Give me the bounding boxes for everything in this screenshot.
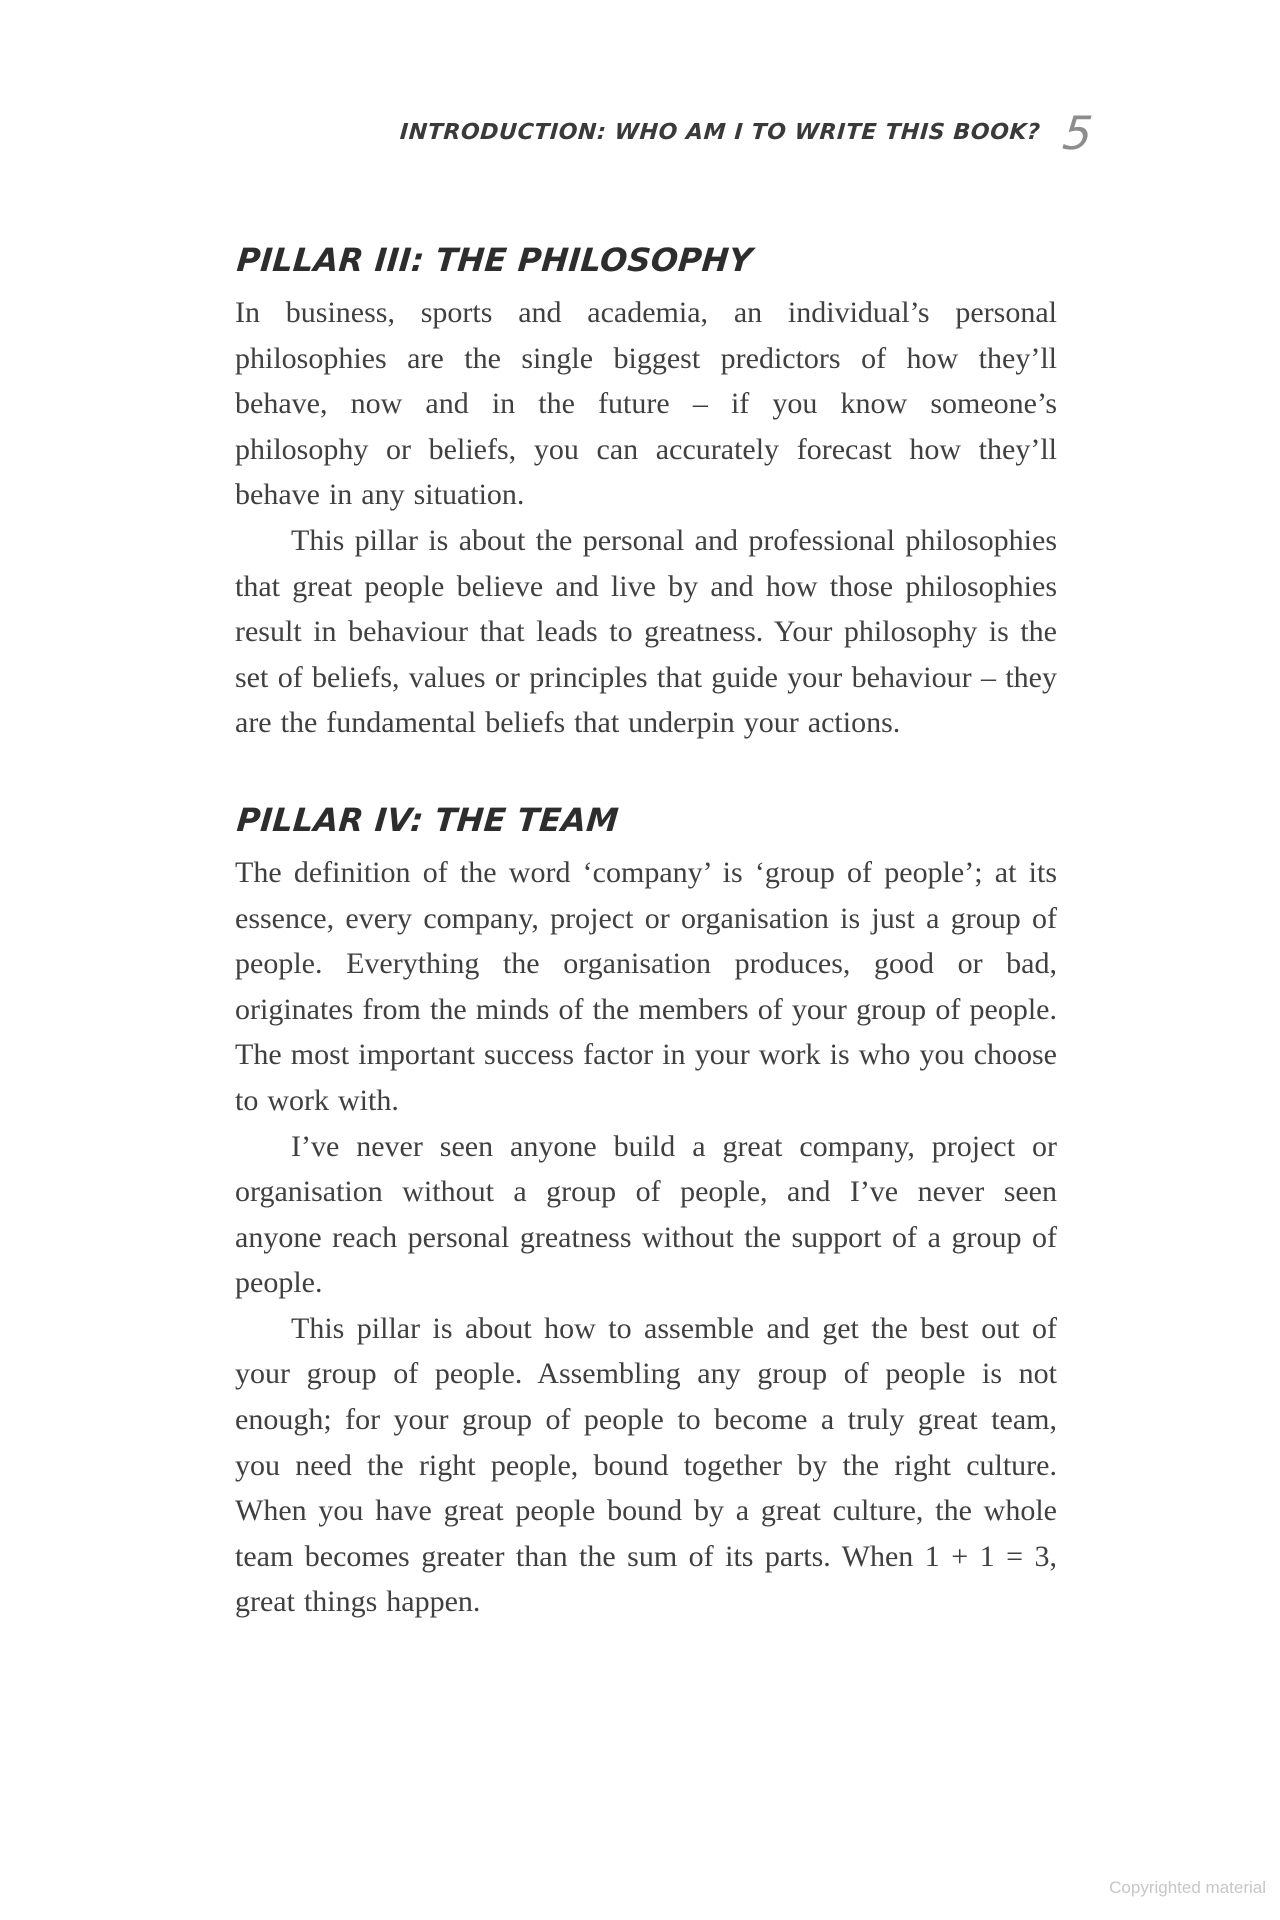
copyright-watermark: Copyrighted material xyxy=(1109,1878,1266,1897)
page-number: 5 xyxy=(1059,106,1095,160)
page-content xyxy=(235,238,1057,1625)
section-heading-pillar-4: PILLAR IV: THE TEAM xyxy=(235,800,621,839)
paragraph: I’ve never seen anyone build a great company, project or organisation without a group of people, and I’ve never seen anyone reach personal greatness without the support of a group of people. xyxy=(235,1129,1057,1300)
paragraph: This pillar is about how to assemble and get the best out of your group of people. Assembling any group of people is not enough; for your group of people to become a truly great team, you need the right people, bound together by the right culture. When you have great people bound by a great culture, the whole team becomes greater than the sum of its parts. When 1 + 1 = 3, great things happen. xyxy=(235,1311,1057,1619)
section-pillar-3 xyxy=(235,238,1057,746)
section-pillar-4 xyxy=(235,798,1057,1625)
running-head-title: INTRODUCTION: WHO AM I TO WRITE THIS BOOK? xyxy=(399,120,1042,145)
paragraph: In business, sports and academia, an individual’s personal philosophies are the single biggest predictors of how they’ll behave, now and in the future – if you know someone’s philosophy or beliefs, you can accurately forecast how they’ll behave in any situation. xyxy=(235,296,1057,512)
running-head xyxy=(0,96,1095,160)
paragraph: The definition of the word ‘company’ is ‘group of people’; at its essence, every company, project or organisation is just a group of people. Everything the organisation produces, good or bad, originates from the minds of the members of your group of people. The most important success factor in your work is who you choose to work with. xyxy=(235,855,1057,1117)
paragraph: This pillar is about the personal and professional philosophies that great people believe and live by and how those philosophies result in behaviour that leads to greatness. Your philosophy is the set of beliefs, values or principles that guide your behaviour – they are the fundamental beliefs that underpin your actions. xyxy=(235,523,1057,740)
section-heading-pillar-3: PILLAR III: THE PHILOSOPHY xyxy=(235,241,754,279)
